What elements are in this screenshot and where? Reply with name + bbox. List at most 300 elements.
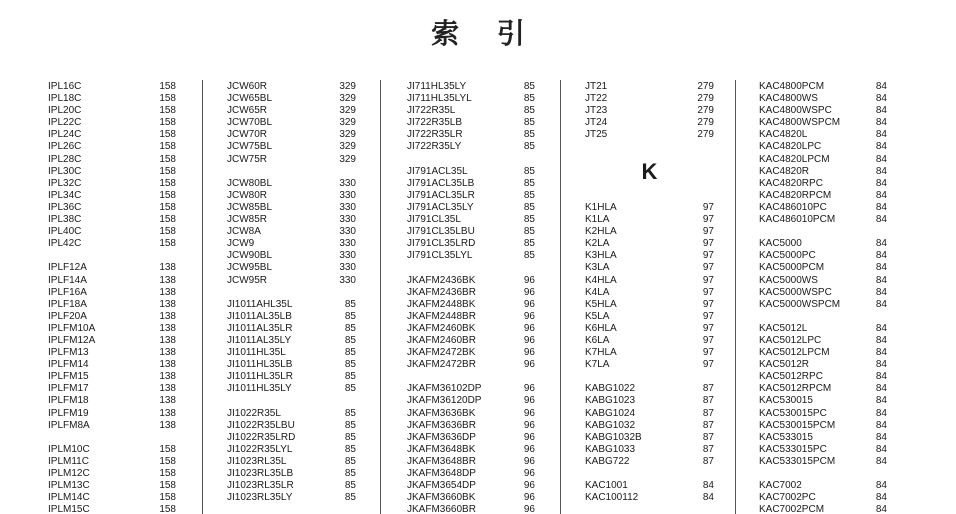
index-entry	[759, 250, 887, 262]
page-number: 85	[523, 141, 535, 153]
product-code: JKAFM3636BR	[407, 419, 476, 431]
index-entry	[759, 299, 887, 311]
index-entry	[227, 468, 356, 480]
index-entry	[227, 383, 356, 395]
page-number: 97	[702, 322, 714, 334]
index-entry	[227, 141, 356, 153]
page-number: 330	[339, 201, 356, 213]
page-number: 84	[875, 177, 887, 189]
page-number: 138	[159, 371, 176, 383]
product-code: IPLF14A	[48, 274, 87, 286]
index-entry	[759, 504, 887, 514]
page-number: 97	[702, 274, 714, 286]
product-code: JCW80BL	[227, 177, 273, 189]
index-entry	[48, 395, 176, 407]
product-code: JCW95BL	[227, 262, 273, 274]
product-code: JKAFM2448BR	[407, 310, 476, 322]
section-letter: K	[641, 158, 658, 184]
page-number: 84	[875, 141, 887, 153]
page-number: 158	[159, 141, 176, 153]
page-number: 158	[159, 480, 176, 492]
index-entry	[48, 383, 176, 395]
index-entry	[227, 262, 356, 274]
page-number: 96	[523, 468, 535, 479]
index-entry	[585, 275, 714, 287]
index-entry	[48, 214, 176, 226]
index-entry	[759, 287, 887, 299]
product-code: JCW60R	[227, 81, 268, 92]
product-code: JI1011AL35LB	[227, 310, 292, 322]
index-entry	[585, 492, 714, 504]
product-code: JI791ACL35LB	[407, 177, 475, 189]
index-entry	[227, 371, 356, 383]
product-code: IPLFM15	[48, 371, 89, 383]
product-code: KAC486010PC	[759, 201, 827, 213]
page-number: 84	[875, 81, 887, 92]
column-divider	[735, 80, 736, 514]
product-code: IPL20C	[48, 105, 82, 117]
product-code: KAC4800WS	[759, 93, 818, 105]
page-number: 96	[523, 492, 535, 504]
product-code: JI1022R35L	[227, 407, 281, 419]
index-entry	[585, 202, 714, 214]
product-code: JI711HL35LY	[407, 81, 467, 92]
page-number: 87	[702, 383, 714, 395]
index-entry	[585, 456, 714, 468]
page-number: 96	[523, 274, 535, 286]
index-entry	[759, 359, 887, 371]
index-spacer	[407, 371, 535, 383]
page-number: 96	[523, 298, 535, 310]
page-number: 85	[523, 250, 535, 262]
product-code: JCW85R	[227, 214, 268, 226]
page-number: 85	[523, 117, 535, 129]
product-code: IPL30C	[48, 165, 82, 177]
index-column-1	[48, 81, 176, 514]
product-code: JT24	[585, 117, 608, 129]
index-entry	[227, 480, 356, 492]
page-number: 85	[344, 480, 356, 492]
index-entry	[227, 335, 356, 347]
index-entry	[227, 323, 356, 335]
page-number: 138	[159, 347, 176, 359]
product-code: KAC5000	[759, 238, 802, 250]
index-entry	[48, 299, 176, 311]
page-number: 85	[523, 81, 535, 92]
index-entry	[48, 504, 176, 514]
page-number: 84	[875, 117, 887, 129]
page-number: 84	[875, 480, 887, 492]
page-number: 96	[523, 455, 535, 467]
product-code: JI791ACL35LY	[407, 201, 474, 213]
index-entry	[407, 287, 535, 299]
product-code: JCW95R	[227, 274, 268, 286]
product-code: KAC5012R	[759, 359, 810, 371]
product-code: JI1011AL35LR	[227, 322, 293, 334]
index-entry	[407, 311, 535, 323]
index-entry	[407, 335, 535, 347]
page-number: 329	[339, 81, 356, 92]
page-number: 85	[344, 298, 356, 310]
index-entry	[407, 408, 535, 420]
page-number: 158	[159, 468, 176, 479]
index-entry	[407, 359, 535, 371]
product-code: KABG1033	[585, 443, 636, 455]
index-entry	[759, 444, 887, 456]
product-code: KAC4820LPCM	[759, 153, 830, 165]
product-code: JKAFM36120DP	[407, 395, 482, 407]
page-number: 330	[339, 238, 356, 250]
index-entry	[585, 226, 714, 238]
index-entry	[585, 420, 714, 432]
page-number: 158	[159, 153, 176, 165]
product-code: JI791ACL35LR	[407, 189, 475, 201]
product-code: JKAFM36102DP	[407, 383, 482, 395]
page-number: 138	[159, 334, 176, 346]
index-entry	[407, 383, 535, 395]
product-code: K7LA	[585, 359, 610, 371]
page-number: 84	[875, 492, 887, 504]
page-number: 84	[875, 334, 887, 346]
product-code: IPLFM18	[48, 395, 89, 407]
index-entry	[407, 117, 535, 129]
page-number: 158	[159, 105, 176, 117]
product-code: KAC5012RPCM	[759, 383, 832, 395]
page-number: 96	[523, 443, 535, 455]
index-entry	[585, 335, 714, 347]
page-number: 138	[159, 262, 176, 274]
product-code: IPLFM14	[48, 359, 89, 371]
index-entry	[759, 347, 887, 359]
product-code: IPLFM17	[48, 383, 89, 395]
product-code: JI1023RL35L	[227, 455, 287, 467]
page-number: 138	[159, 322, 176, 334]
index-column-2	[227, 81, 356, 514]
page-number: 279	[697, 117, 714, 129]
page-number: 138	[159, 310, 176, 322]
index-entry	[407, 432, 535, 444]
index-entry	[407, 190, 535, 202]
product-code: KAC5012LPC	[759, 334, 822, 346]
product-code: K1HLA	[585, 201, 617, 213]
index-entry	[759, 335, 887, 347]
index-spacer	[227, 395, 356, 407]
page-number: 85	[344, 419, 356, 431]
product-code: JI722R35LB	[407, 117, 463, 129]
index-entry	[759, 238, 887, 250]
index-entry	[759, 323, 887, 335]
product-code: KAC533015PC	[759, 443, 827, 455]
index-entry	[407, 444, 535, 456]
page-number: 85	[523, 189, 535, 201]
index-entry	[48, 371, 176, 383]
page-number: 85	[523, 238, 535, 250]
product-code: JI1011HL35LY	[227, 383, 292, 395]
product-code: KAC4820RPC	[759, 177, 823, 189]
page-number: 84	[875, 250, 887, 262]
index-entry	[407, 468, 535, 480]
index-entry	[759, 93, 887, 105]
index-entry	[48, 154, 176, 166]
column-divider	[380, 80, 381, 514]
product-code: KAC4800WSPCM	[759, 117, 841, 129]
page-number: 158	[159, 81, 176, 92]
product-code: IPL32C	[48, 177, 82, 189]
index-entry	[48, 468, 176, 480]
page-number: 330	[339, 177, 356, 189]
index-entry	[585, 480, 714, 492]
index-spacer	[407, 154, 535, 166]
page-number: 85	[344, 492, 356, 504]
index-entry	[407, 250, 535, 262]
index-spacer	[227, 287, 356, 299]
index-entry	[48, 178, 176, 190]
product-code: KABG1024	[585, 407, 636, 419]
product-code: KAC530015	[759, 395, 813, 407]
index-entry	[759, 395, 887, 407]
product-code: JI1011AHL35L	[227, 298, 293, 310]
index-spacer	[48, 432, 176, 444]
index-entry	[585, 117, 714, 129]
index-entry	[227, 117, 356, 129]
index-entry	[48, 456, 176, 468]
product-code: KAC7002PC	[759, 492, 816, 504]
index-entry	[759, 383, 887, 395]
index-entry	[759, 456, 887, 468]
product-code: JI1023RL35LY	[227, 492, 293, 504]
product-code: K5LA	[585, 310, 610, 322]
product-code: JKAFM2472BK	[407, 347, 476, 359]
product-code: JKAFM3654DP	[407, 480, 476, 492]
product-code: IPL36C	[48, 201, 82, 213]
product-code: KAC5012RPC	[759, 371, 823, 383]
index-entry	[407, 81, 535, 93]
section-letter-heading	[585, 154, 714, 190]
page-number: 96	[523, 407, 535, 419]
index-entry	[48, 444, 176, 456]
product-code: JI1023RL35LR	[227, 480, 294, 492]
product-code: JCW9	[227, 238, 255, 250]
product-code: JCW85BL	[227, 201, 273, 213]
product-code: IPLF20A	[48, 310, 87, 322]
page-number: 97	[702, 250, 714, 262]
product-code: IPLFM12A	[48, 334, 96, 346]
product-code: K6LA	[585, 334, 610, 346]
index-entry	[227, 444, 356, 456]
index-entry	[227, 492, 356, 504]
index-entry	[227, 154, 356, 166]
index-entry	[759, 214, 887, 226]
index-entry	[759, 141, 887, 153]
product-code: JCW65BL	[227, 93, 273, 105]
index-entry	[585, 238, 714, 250]
page-number: 84	[875, 129, 887, 141]
index-spacer	[759, 226, 887, 238]
product-code: KABG1022	[585, 383, 636, 395]
index-entry	[48, 238, 176, 250]
index-entry	[407, 275, 535, 287]
product-code: JKAFM2460BR	[407, 334, 476, 346]
page-number: 279	[697, 105, 714, 117]
index-entry	[407, 299, 535, 311]
index-entry	[759, 154, 887, 166]
product-code: JCW65R	[227, 105, 268, 117]
product-code: KAC4820R	[759, 165, 810, 177]
page-number: 84	[875, 383, 887, 395]
index-spacer	[227, 166, 356, 178]
index-entry	[759, 178, 887, 190]
product-code: IPL26C	[48, 141, 82, 153]
page-number: 84	[875, 395, 887, 407]
page-number: 85	[344, 322, 356, 334]
product-code: K1LA	[585, 214, 610, 226]
page-number: 329	[339, 153, 356, 165]
product-code: K4HLA	[585, 274, 617, 286]
index-entry	[48, 117, 176, 129]
page-number: 158	[159, 455, 176, 467]
page-number: 97	[702, 347, 714, 359]
index-entry	[407, 480, 535, 492]
product-code: JCW80R	[227, 189, 268, 201]
index-entry	[759, 129, 887, 141]
index-entry	[227, 359, 356, 371]
product-code: IPLM14C	[48, 492, 90, 504]
index-entry	[227, 214, 356, 226]
index-entry	[585, 347, 714, 359]
index-entry	[227, 250, 356, 262]
index-entry	[48, 408, 176, 420]
page-number: 97	[702, 359, 714, 371]
page-number: 85	[344, 310, 356, 322]
product-code: JKAFM3636DP	[407, 431, 476, 443]
product-code: KAC1001	[585, 480, 628, 492]
index-entry	[585, 262, 714, 274]
product-code: KAC486010PCM	[759, 214, 836, 226]
product-code: IPL18C	[48, 93, 82, 105]
page-number: 96	[523, 480, 535, 492]
page-number: 85	[523, 105, 535, 117]
page-number: 96	[523, 395, 535, 407]
index-entry	[48, 420, 176, 432]
index-entry	[227, 311, 356, 323]
index-entry	[407, 347, 535, 359]
product-code: IPLM11C	[48, 455, 89, 467]
page-number: 84	[875, 371, 887, 383]
page-number: 84	[875, 286, 887, 298]
product-code: K5HLA	[585, 298, 617, 310]
product-code: KAC5000PC	[759, 250, 816, 262]
index-entry	[759, 420, 887, 432]
index-entry	[227, 408, 356, 420]
product-code: KABG722	[585, 455, 630, 467]
product-code: JKAFM2448BK	[407, 298, 476, 310]
index-spacer	[759, 311, 887, 323]
page-number: 96	[523, 419, 535, 431]
index-entry	[48, 492, 176, 504]
page-number: 85	[344, 407, 356, 419]
page-number: 84	[875, 298, 887, 310]
product-code: KAC7002PCM	[759, 504, 825, 514]
product-code: IPLF18A	[48, 298, 87, 310]
page-number: 158	[159, 238, 176, 250]
index-entry	[48, 190, 176, 202]
index-entry	[759, 190, 887, 202]
product-code: IPLM10C	[48, 443, 90, 455]
page-number: 158	[159, 129, 176, 141]
page-number: 85	[523, 177, 535, 189]
product-code: KAC5012L	[759, 322, 808, 334]
product-code: JI722R35LR	[407, 129, 463, 141]
index-entry	[407, 226, 535, 238]
page-number: 158	[159, 93, 176, 105]
page-number: 84	[875, 359, 887, 371]
page-number: 85	[523, 93, 535, 105]
index-entry	[48, 262, 176, 274]
product-code: JKAFM2436BR	[407, 286, 476, 298]
column-divider	[202, 80, 203, 514]
index-spacer	[585, 468, 714, 480]
index-entry	[759, 432, 887, 444]
index-entry	[48, 141, 176, 153]
product-code: JI1023RL35LB	[227, 468, 294, 479]
product-code: KAC5012LPCM	[759, 347, 830, 359]
page-number: 84	[875, 407, 887, 419]
index-entry	[407, 202, 535, 214]
product-code: IPLFM8A	[48, 419, 90, 431]
page-number: 330	[339, 214, 356, 226]
product-code: K2HLA	[585, 226, 617, 238]
page-number: 85	[344, 334, 356, 346]
index-entry	[227, 226, 356, 238]
product-code: IPL28C	[48, 153, 82, 165]
index-entry	[227, 129, 356, 141]
page-number: 84	[875, 504, 887, 514]
product-code: JI1011HL35LR	[227, 371, 293, 383]
index-entry	[48, 359, 176, 371]
product-code: KAC5000WSPCM	[759, 298, 841, 310]
product-code: JI1011AL35LY	[227, 334, 292, 346]
page-number: 84	[875, 165, 887, 177]
product-code: JKAFM2436BK	[407, 274, 476, 286]
page-number: 84	[875, 153, 887, 165]
product-code: KAC5000PCM	[759, 262, 825, 274]
page-number: 85	[344, 443, 356, 455]
page-number: 158	[159, 226, 176, 238]
product-code: KAC4820L	[759, 129, 808, 141]
page-number: 84	[875, 322, 887, 334]
product-code: IPL42C	[48, 238, 82, 250]
product-code: JI1022R35LBU	[227, 419, 295, 431]
page-number: 138	[159, 395, 176, 407]
page-number: 84	[875, 347, 887, 359]
product-code: IPL34C	[48, 189, 82, 201]
product-code: KAC4820RPCM	[759, 189, 832, 201]
index-entry	[585, 395, 714, 407]
product-code: JI791CL35LRD	[407, 238, 476, 250]
index-entry	[407, 166, 535, 178]
index-entry	[585, 311, 714, 323]
page-number: 85	[344, 359, 356, 371]
page-number: 329	[339, 141, 356, 153]
product-code: JKAFM3648BR	[407, 455, 476, 467]
product-code: JI1011HL35L	[227, 347, 286, 359]
page-number: 85	[523, 226, 535, 238]
page-number: 87	[702, 407, 714, 419]
product-code: JCW90BL	[227, 250, 273, 262]
product-code: KAC7002	[759, 480, 802, 492]
product-code: JCW75BL	[227, 141, 273, 153]
index-entry	[48, 226, 176, 238]
